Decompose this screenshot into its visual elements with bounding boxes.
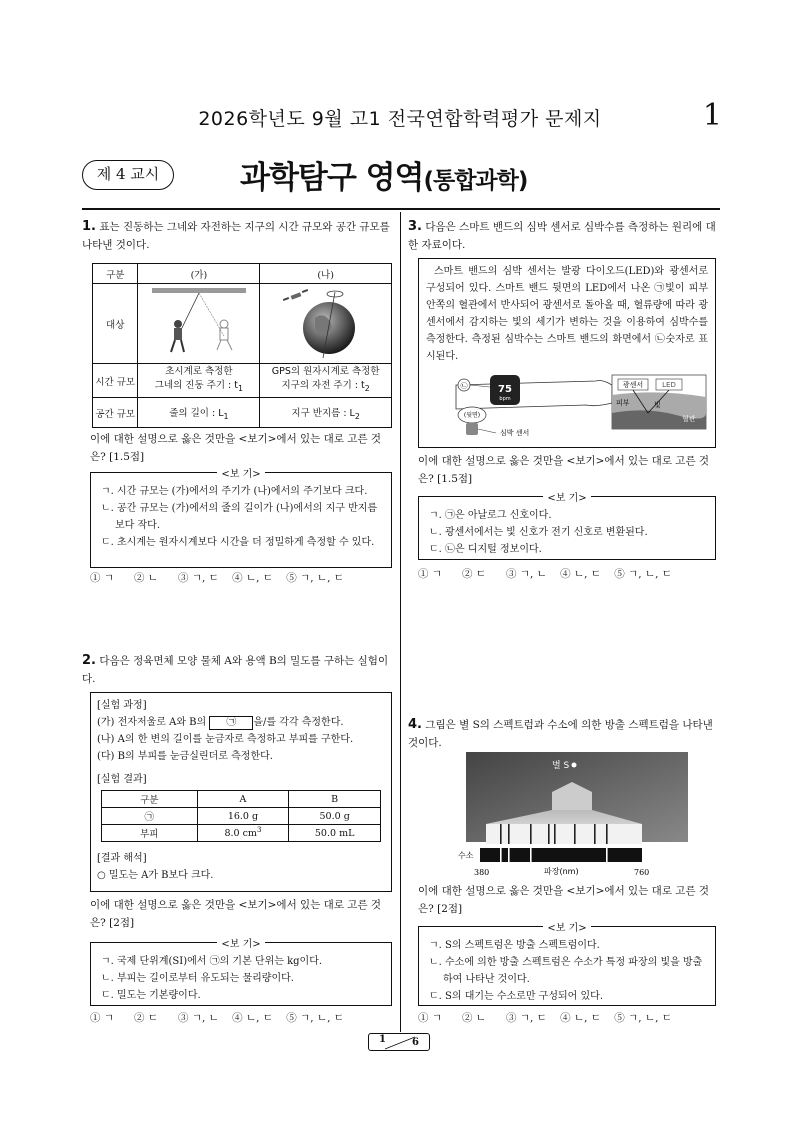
- q2-result-table: [101, 790, 381, 842]
- q2-result-label: [실험 결과]: [97, 774, 147, 785]
- q3-passage: 스마트 밴드의 심박 센서는 발광 다이오드(LED)와 광센서로 구성되어 있다. 스마트 밴드 뒷면의 LED에서 나온 ㉠빛이 피부 안쪽의 혈관에서 반사되어 광센서로 돌아올 때, 혈류량에 따라 광센서에서 감지하는 빛의 세기가 변하는 것을 이용하여 심박수를 측정한다. 측정된 심박수는 스마트 밴드의 화면에서 ㉡숫자로 표시된다.: [426, 266, 708, 362]
- q2-h2: B: [289, 791, 381, 808]
- page-current: 1: [379, 1034, 386, 1045]
- q1-time-na-sub: 2: [364, 383, 370, 393]
- emission-line: [508, 848, 510, 862]
- q2-stem: [82, 652, 394, 688]
- q1-space-ga-text: 줄의 길이 : L: [169, 407, 224, 419]
- q2-r2c2: 50.0 mL: [289, 825, 381, 842]
- q1-time-ga: [138, 364, 260, 398]
- spectrum-figure: [456, 752, 696, 878]
- q4-stem-text: 그림은 별 S의 스펙트럼과 수소에 의한 방출 스펙트럼을 나타낸 것이다.: [408, 719, 713, 749]
- absorption-line: [574, 824, 576, 844]
- q3-bogi-title: [419, 489, 715, 504]
- q1-ask: 이에 대한 설명으로 옳은 것만을 <보기>에서 있는 대로 고른 것은? [1.5점]: [90, 433, 382, 463]
- q2-proc-label: [실험 과정]: [97, 700, 147, 711]
- q3-bogi-label: <보 기>: [543, 493, 590, 504]
- q1-bogi-item: ㄱ. 시간 규모는 (가)에서의 주기가 (나)에서의 주기보다 크다.: [101, 486, 368, 497]
- q1-table: [92, 263, 392, 428]
- q2-r1c2: 50.0 g: [289, 808, 381, 825]
- back-label: (뒷면): [463, 412, 481, 419]
- q3-bogi-item: ㄷ. ㉡은 디지털 정보이다.: [429, 544, 542, 555]
- label-c: ㉡: [460, 382, 468, 390]
- q4-number: 4.: [408, 717, 422, 732]
- absorption-line: [606, 824, 608, 844]
- page-number: 1: [702, 98, 722, 133]
- q2-proc-a: [97, 714, 385, 731]
- absorption-line: [530, 824, 532, 844]
- q4-stem: [408, 716, 720, 752]
- q2-r2c0: 부피: [102, 825, 198, 842]
- column-divider: [400, 212, 401, 1032]
- q2-r2c1-sup: 3: [256, 826, 262, 835]
- q1-bogi-label: <보 기>: [217, 469, 264, 480]
- q1-space-na-sub: 2: [354, 411, 360, 421]
- q1-time-ga-text: 그네의 진동 주기 : t: [154, 380, 238, 392]
- page-counter: [368, 1033, 430, 1051]
- q1-time-na-text: 지구의 자전 주기 : t: [281, 380, 365, 392]
- q2-r2c1: [197, 825, 289, 842]
- q3-bogi-item: ㄴ. 광센서에서는 빛 신호가 전기 신호로 변환된다.: [429, 527, 648, 538]
- q1-choices: ① ㄱ ② ㄴ ③ ㄱ, ㄷ ④ ㄴ, ㄷ ⑤ ㄱ, ㄴ, ㄷ: [90, 572, 344, 584]
- q2-proc-b: (나) A의 한 변의 길이를 눈금자로 측정하고 부피를 구한다.: [97, 734, 354, 745]
- q2-r1c1: 16.0 g: [197, 808, 289, 825]
- absorption-line: [554, 824, 556, 844]
- q1-stem: [82, 218, 394, 254]
- x-min-label: 380: [474, 868, 490, 877]
- q4-bogi-item: ㄴ. 수소에 의한 방출 스펙트럼은 수소가 특정 파장의 빛을 방출하여 나타난 것이다.: [429, 957, 703, 985]
- q1-space-na-text: 지구 반지름 : L: [291, 407, 355, 419]
- q4-bogi-box: [418, 923, 716, 1006]
- q2-number: 2.: [82, 653, 96, 668]
- q4-ask: 이에 대한 설명으로 옳은 것만을 <보기>에서 있는 대로 고른 것은? [2점]: [418, 885, 710, 915]
- subject-main: 과학탐구 영역: [240, 160, 424, 196]
- q4-bogi-item: ㄷ. S의 대기는 수소로만 구성되어 있다.: [429, 991, 604, 1002]
- q3-stem-text: 다음은 스마트 밴드의 심박 센서로 심박수를 측정하는 원리에 대한 자료이다.: [408, 221, 716, 251]
- q1-col-na: (나): [260, 264, 392, 284]
- q3-number: 3.: [408, 219, 422, 234]
- star-dot: [572, 763, 577, 768]
- q1-number: 1.: [82, 219, 96, 234]
- light-label: 빛: [654, 401, 661, 409]
- q1-row-space: 공간 규모: [93, 398, 138, 428]
- bpm-value: 75: [498, 384, 512, 395]
- q2-bogi-box: [90, 939, 392, 1006]
- q2-r1c0: ㉠: [102, 808, 198, 825]
- q1-space-ga: [138, 398, 260, 428]
- q3-stem: [408, 218, 720, 254]
- q1-bogi-item: ㄷ. 초시계는 원자시계보다 시간을 더 정밀하게 측정할 수 있다.: [101, 537, 375, 548]
- q1-time-na-line1: GPS의 원자시계로 측정한: [271, 366, 380, 378]
- bpm-unit: bpm: [499, 396, 511, 402]
- smart-band-figure: [426, 367, 710, 437]
- q1-time-na: [260, 364, 392, 398]
- photo-sensor-label: 광센서: [622, 381, 644, 389]
- exam-title: 2026학년도 9월 고1 전국연합학력평가 문제지: [198, 108, 602, 130]
- q1-row-time: 시간 규모: [93, 364, 138, 398]
- q2-interp: ○ 밀도는 A가 B보다 크다.: [97, 870, 214, 881]
- q2-choices: ① ㄱ ② ㄷ ③ ㄱ, ㄴ ④ ㄴ, ㄷ ⑤ ㄱ, ㄴ, ㄷ: [90, 1012, 344, 1024]
- period-label: 제 4 교시: [82, 160, 174, 190]
- skin-label: 피부: [616, 399, 630, 407]
- q1-time-ga-line1: 초시계로 측정한: [165, 366, 233, 378]
- q4-bogi-title: [419, 919, 715, 934]
- q4-bogi-label: <보 기>: [543, 923, 590, 934]
- x-max-label: 760: [634, 868, 650, 877]
- absorption-line: [508, 824, 510, 844]
- absorption-line: [594, 824, 596, 844]
- swing-image: [138, 284, 260, 364]
- subject-sub: (통합과학): [423, 168, 528, 194]
- q2-experiment-box: [90, 692, 392, 892]
- q1-time-na-line2: [260, 379, 391, 396]
- q1-stem-text: 표는 진동하는 그네와 자전하는 지구의 시간 규모와 공간 규모를 나타낸 것이다.: [82, 221, 390, 251]
- q2-r2c1-text: 8.0 cm: [224, 828, 257, 840]
- q1-space-na: [260, 398, 392, 428]
- q4-bogi-item: ㄱ. S의 스펙트럼은 방출 스펙트럼이다.: [429, 940, 600, 951]
- q1-time-ga-line2: [138, 379, 259, 396]
- q2-proc-a-2: 을/를 각각 측정한다.: [253, 717, 344, 728]
- q2-bogi-label: <보 기>: [217, 939, 264, 950]
- led-label: LED: [662, 381, 676, 389]
- q2-bogi-item: ㄴ. 부피는 길이로부터 유도되는 물리량이다.: [101, 973, 294, 984]
- q2-blank: ㉠: [209, 716, 253, 730]
- page-total: 6: [412, 1037, 419, 1048]
- q2-proc-c: (다) B의 부피를 눈금실린더로 측정한다.: [97, 751, 273, 762]
- q1-time-ga-sub: 1: [237, 383, 244, 393]
- q3-passage-box: [418, 258, 716, 448]
- absorption-line: [548, 824, 550, 844]
- sensor-label: 심박 센서: [500, 429, 530, 437]
- hydrogen-spectrum-bg: [480, 848, 642, 862]
- q2-h0: 구분: [102, 791, 198, 808]
- emission-line: [530, 848, 532, 862]
- q2-bogi-item: ㄷ. 밀도는 기본량이다.: [101, 990, 201, 1001]
- q2-proc-a-1: (가) 전자저울로 A와 B의: [97, 717, 210, 728]
- vessel-label: 혈관: [682, 415, 696, 423]
- q2-h1: A: [197, 791, 289, 808]
- q2-bogi-title: [91, 935, 391, 950]
- swing-illustration: [144, 284, 254, 360]
- q3-bogi-item: ㄱ. ㉠은 아날로그 신호이다.: [429, 510, 552, 521]
- q2-ask: 이에 대한 설명으로 옳은 것만을 <보기>에서 있는 대로 고른 것은? [2점]: [90, 899, 382, 929]
- header-rule: [82, 208, 720, 210]
- q1-bogi-title: [91, 465, 391, 480]
- q1-bogi-box: [90, 469, 392, 568]
- earth-image: [260, 284, 392, 364]
- q3-bogi-box: [418, 493, 716, 560]
- earth-illustration: [271, 284, 381, 360]
- q3-choices: ① ㄱ ② ㄷ ③ ㄱ, ㄴ ④ ㄴ, ㄷ ⑤ ㄱ, ㄴ, ㄷ: [418, 568, 672, 580]
- x-axis-label: 파장(nm): [544, 867, 579, 876]
- q1-bogi-item: ㄴ. 공간 규모는 (가)에서의 줄의 길이가 (나)에서의 지구 반지름보다 작다.: [101, 503, 378, 531]
- q3-ask: 이에 대한 설명으로 옳은 것만을 <보기>에서 있는 대로 고른 것은? [1.5점]: [418, 455, 710, 485]
- q1-row-target: 대상: [93, 284, 138, 364]
- q2-bogi-item: ㄱ. 국제 단위계(SI)에서 ㉠의 기본 단위는 kg이다.: [101, 956, 323, 967]
- hydrogen-label: 수소: [458, 851, 474, 860]
- star-label: 별 S: [552, 761, 570, 771]
- q2-stem-text: 다음은 정육면체 모양 물체 A와 용액 B의 밀도를 구하는 실험이다.: [82, 655, 389, 685]
- q1-col-head: 구분: [93, 264, 138, 284]
- q4-choices: ① ㄱ ② ㄴ ③ ㄱ, ㄷ ④ ㄴ, ㄷ ⑤ ㄱ, ㄴ, ㄷ: [418, 1012, 672, 1024]
- q1-space-ga-sub: 1: [223, 411, 229, 421]
- q2-interp-label: [결과 해석]: [97, 853, 147, 864]
- subject-title: [240, 152, 527, 197]
- emission-line: [606, 848, 608, 862]
- emission-line: [500, 848, 502, 862]
- absorption-line: [500, 824, 502, 844]
- q1-col-ga: (가): [138, 264, 260, 284]
